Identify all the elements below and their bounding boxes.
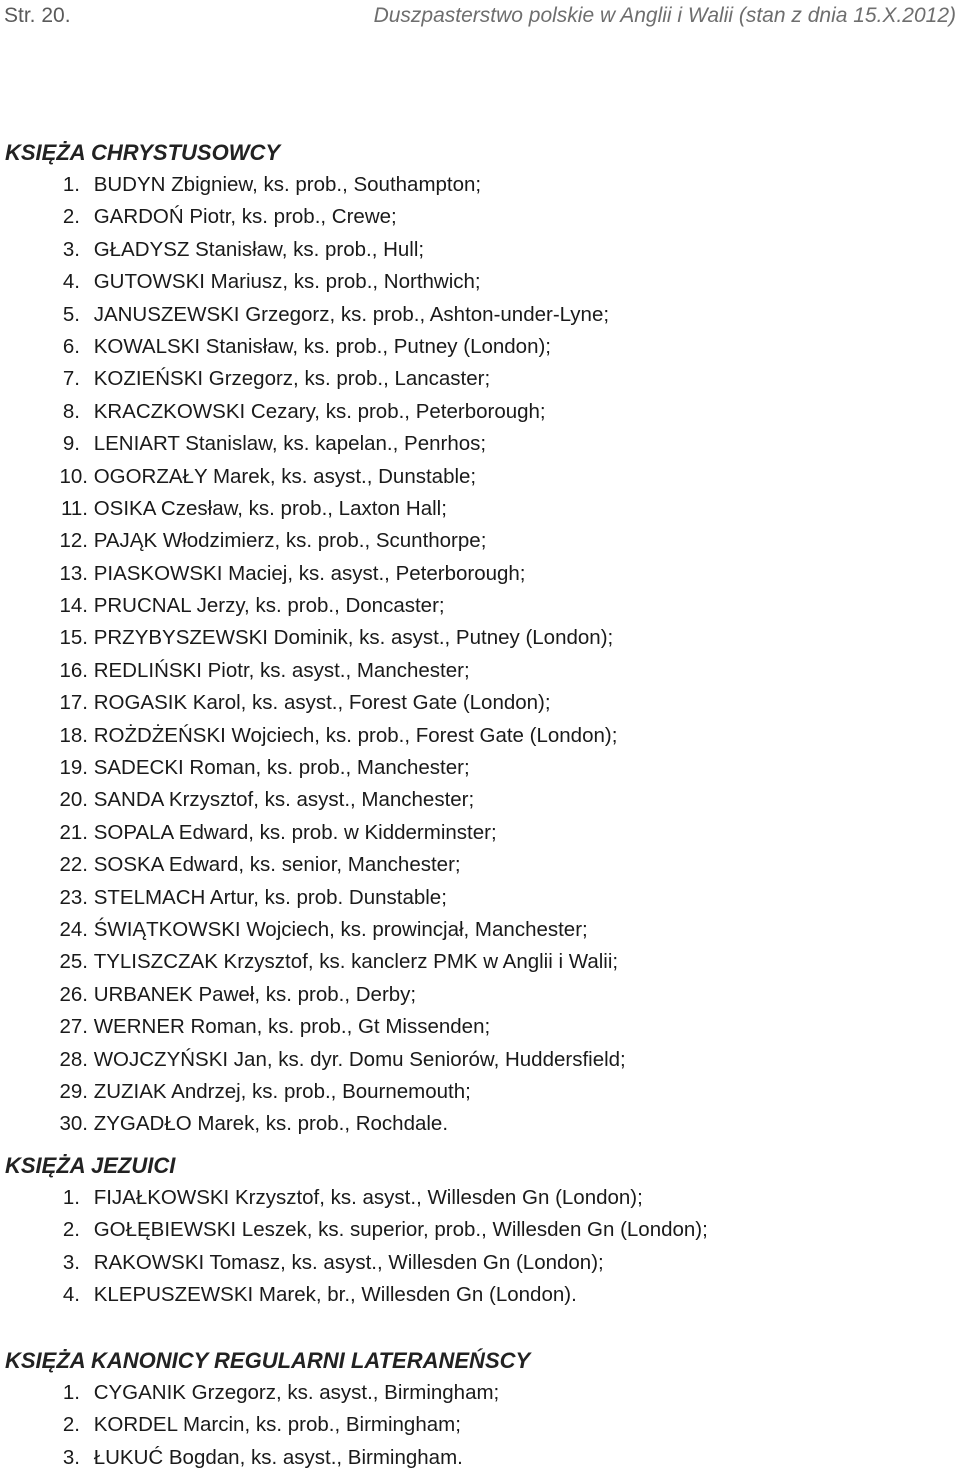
- item-text: WERNER Roman, ks. prob., Gt Missenden;: [93, 1015, 491, 1039]
- item-text: GARDOŃ Piotr, ks. prob., Crewe;: [93, 205, 397, 229]
- item-text: ŁUKUĆ Bogdan, ks. asyst., Birmingham.: [93, 1445, 463, 1469]
- item-text: JANUSZEWSKI Grzegorz, ks. prob., Ashton-under-Lyne;: [93, 302, 610, 326]
- item-number: 18.: [59, 723, 88, 747]
- item-number: 19.: [59, 756, 88, 780]
- item-number: 10.: [59, 464, 88, 488]
- item-number: 27.: [59, 1015, 88, 1039]
- item-number: 6.: [62, 334, 80, 358]
- list-item: [0, 1247, 960, 1279]
- item-number: 2.: [62, 1413, 80, 1437]
- list-item: [0, 169, 960, 201]
- item-text: ROŻDŻEŃSKI Wojciech, ks. prob., Forest Gate (London);: [93, 723, 618, 747]
- list-item: [0, 914, 960, 946]
- list-item: [0, 331, 960, 363]
- item-number: 1.: [62, 173, 80, 196]
- item-number: 30.: [59, 1112, 88, 1136]
- item-number: 16.: [59, 658, 88, 682]
- list-item: [0, 1044, 960, 1076]
- item-text: KORDEL Marcin, ks. prob., Birmingham;: [93, 1413, 461, 1437]
- item-text: GŁADYSZ Stanisław, ks. prob., Hull;: [93, 237, 425, 261]
- section-heading: KSIĘŻA CHRYSTUSOWCY: [5, 140, 281, 165]
- item-text: STELMACH Artur, ks. prob. Dunstable;: [93, 885, 447, 909]
- list-item: [0, 946, 960, 978]
- item-number: 3.: [62, 1250, 80, 1274]
- item-number: 3.: [62, 237, 80, 261]
- running-title: Duszpasterstwo polskie w Anglii i Walii (stan z dnia 15.X.2012): [373, 4, 956, 27]
- item-number: 7.: [62, 367, 80, 391]
- item-number: 14.: [59, 594, 88, 618]
- item-text: KLEPUSZEWSKI Marek, br., Willesden Gn (London).: [93, 1283, 577, 1307]
- item-text: OGORZAŁY Marek, ks. asyst., Dunstable;: [93, 464, 477, 488]
- priest-list: [0, 1377, 960, 1474]
- item-number: 17.: [59, 691, 88, 715]
- list-item: [0, 622, 960, 654]
- list-item: [0, 817, 960, 849]
- list-item: [0, 299, 960, 331]
- item-text: ZYGADŁO Marek, ks. prob., Rochdale.: [93, 1112, 449, 1136]
- item-number: 26.: [59, 982, 88, 1006]
- item-text: GUTOWSKI Mariusz, ks. prob., Northwich;: [93, 270, 481, 294]
- list-item: [0, 752, 960, 784]
- item-text: BUDYN Zbigniew, ks. prob., Southampton;: [93, 173, 482, 196]
- item-text: LENIART Stanislaw, ks. kapelan., Penrhos;: [93, 432, 487, 456]
- item-text: ROGASIK Karol, ks. asyst., Forest Gate (London);: [93, 691, 551, 715]
- item-text: TYLISZCZAK Krzysztof, ks. kanclerz PMK w Anglii i Walii;: [93, 950, 619, 974]
- item-text: PRUCNAL Jerzy, ks. prob., Doncaster;: [93, 594, 445, 618]
- item-number: 23.: [59, 885, 88, 909]
- section-chrystusowcy: [0, 137, 960, 1141]
- item-text: SADECKI Roman, ks. prob., Manchester;: [93, 756, 470, 780]
- item-text: SOSKA Edward, ks. senior, Manchester;: [93, 853, 461, 877]
- item-number: 2.: [62, 1218, 80, 1242]
- list-item: [0, 655, 960, 687]
- item-number: 1.: [62, 1186, 80, 1209]
- priest-list: [0, 1182, 960, 1312]
- list-item: [0, 525, 960, 557]
- section-heading: KSIĘŻA JEZUICI: [5, 1153, 176, 1178]
- item-text: REDLIŃSKI Piotr, ks. asyst., Manchester;: [93, 658, 470, 682]
- list-item: [0, 1011, 960, 1043]
- item-text: KOZIEŃSKI Grzegorz, ks. prob., Lancaster;: [93, 367, 491, 391]
- item-number: 8.: [62, 399, 80, 423]
- section-kanonicy: [0, 1345, 960, 1474]
- item-text: KRACZKOWSKI Cezary, ks. prob., Peterborough;: [93, 399, 546, 423]
- item-text: ŚWIĄTKOWSKI Wojciech, ks. prowincjał, Manchester;: [93, 917, 588, 941]
- priest-list: [0, 169, 960, 1141]
- list-item: [0, 493, 960, 525]
- item-number: 5.: [62, 302, 80, 326]
- item-text: KOWALSKI Stanisław, ks. prob., Putney (London);: [93, 334, 551, 358]
- item-number: 25.: [59, 950, 88, 974]
- page-header: [0, 0, 960, 40]
- list-item: [0, 687, 960, 719]
- list-item: [0, 461, 960, 493]
- item-text: WOJCZYŃSKI Jan, ks. dyr. Domu Seniorów, Huddersfield;: [93, 1047, 626, 1071]
- item-number: 21.: [59, 820, 88, 844]
- item-text: SANDA Krzysztof, ks. asyst., Manchester;: [93, 788, 475, 812]
- item-number: 15.: [59, 626, 88, 650]
- item-number: 11.: [61, 496, 88, 520]
- list-item: [0, 1409, 960, 1441]
- item-number: 1.: [62, 1381, 80, 1404]
- section-heading: KSIĘŻA KANONICY REGULARNI LATERANEŃSCY: [5, 1348, 531, 1373]
- item-text: PIASKOWSKI Maciej, ks. asyst., Peterborough;: [93, 561, 526, 585]
- item-number: 24.: [59, 917, 88, 941]
- list-item: [0, 1076, 960, 1108]
- item-number: 28.: [59, 1047, 88, 1071]
- list-item: [0, 1108, 960, 1140]
- list-item: [0, 849, 960, 881]
- list-item: [0, 1377, 960, 1409]
- page-number: Str. 20.: [4, 4, 71, 27]
- item-number: 4.: [62, 270, 80, 294]
- item-text: GOŁĘBIEWSKI Leszek, ks. superior, prob., Willesden Gn (London);: [93, 1218, 708, 1242]
- item-number: 12.: [59, 529, 88, 553]
- item-number: 20.: [59, 788, 88, 812]
- list-item: [0, 590, 960, 622]
- item-text: CYGANIK Grzegorz, ks. asyst., Birmingham;: [93, 1381, 500, 1404]
- item-number: 29.: [59, 1079, 88, 1103]
- item-number: 22.: [59, 853, 88, 877]
- list-item: [0, 1279, 960, 1311]
- item-text: SOPALA Edward, ks. prob. w Kidderminster;: [93, 820, 497, 844]
- item-text: URBANEK Paweł, ks. prob., Derby;: [93, 982, 417, 1006]
- list-item: [0, 266, 960, 298]
- item-text: OSIKA Czesław, ks. prob., Laxton Hall;: [93, 496, 447, 520]
- item-number: 2.: [62, 205, 80, 229]
- list-item: [0, 363, 960, 395]
- list-item: [0, 558, 960, 590]
- section-jezuici: [0, 1150, 960, 1312]
- list-item: [0, 428, 960, 460]
- item-text: FIJAŁKOWSKI Krzysztof, ks. asyst., Willesden Gn (London);: [93, 1186, 643, 1209]
- list-item: [0, 201, 960, 233]
- list-item: [0, 979, 960, 1011]
- list-item: [0, 1182, 960, 1214]
- list-item: [0, 234, 960, 266]
- item-number: 13.: [59, 561, 88, 585]
- item-text: PAJĄK Włodzimierz, ks. prob., Scunthorpe;: [93, 529, 487, 553]
- item-text: PRZYBYSZEWSKI Dominik, ks. asyst., Putney (London);: [93, 626, 614, 650]
- item-text: RAKOWSKI Tomasz, ks. asyst., Willesden Gn (London);: [93, 1250, 604, 1274]
- list-item: [0, 784, 960, 816]
- list-item: [0, 1214, 960, 1246]
- list-item: [0, 396, 960, 428]
- list-item: [0, 1442, 960, 1474]
- item-number: 3.: [62, 1445, 80, 1469]
- list-item: [0, 720, 960, 752]
- list-item: [0, 882, 960, 914]
- item-text: ZUZIAK Andrzej, ks. prob., Bournemouth;: [93, 1079, 471, 1103]
- item-number: 4.: [62, 1283, 80, 1307]
- item-number: 9.: [62, 432, 80, 456]
